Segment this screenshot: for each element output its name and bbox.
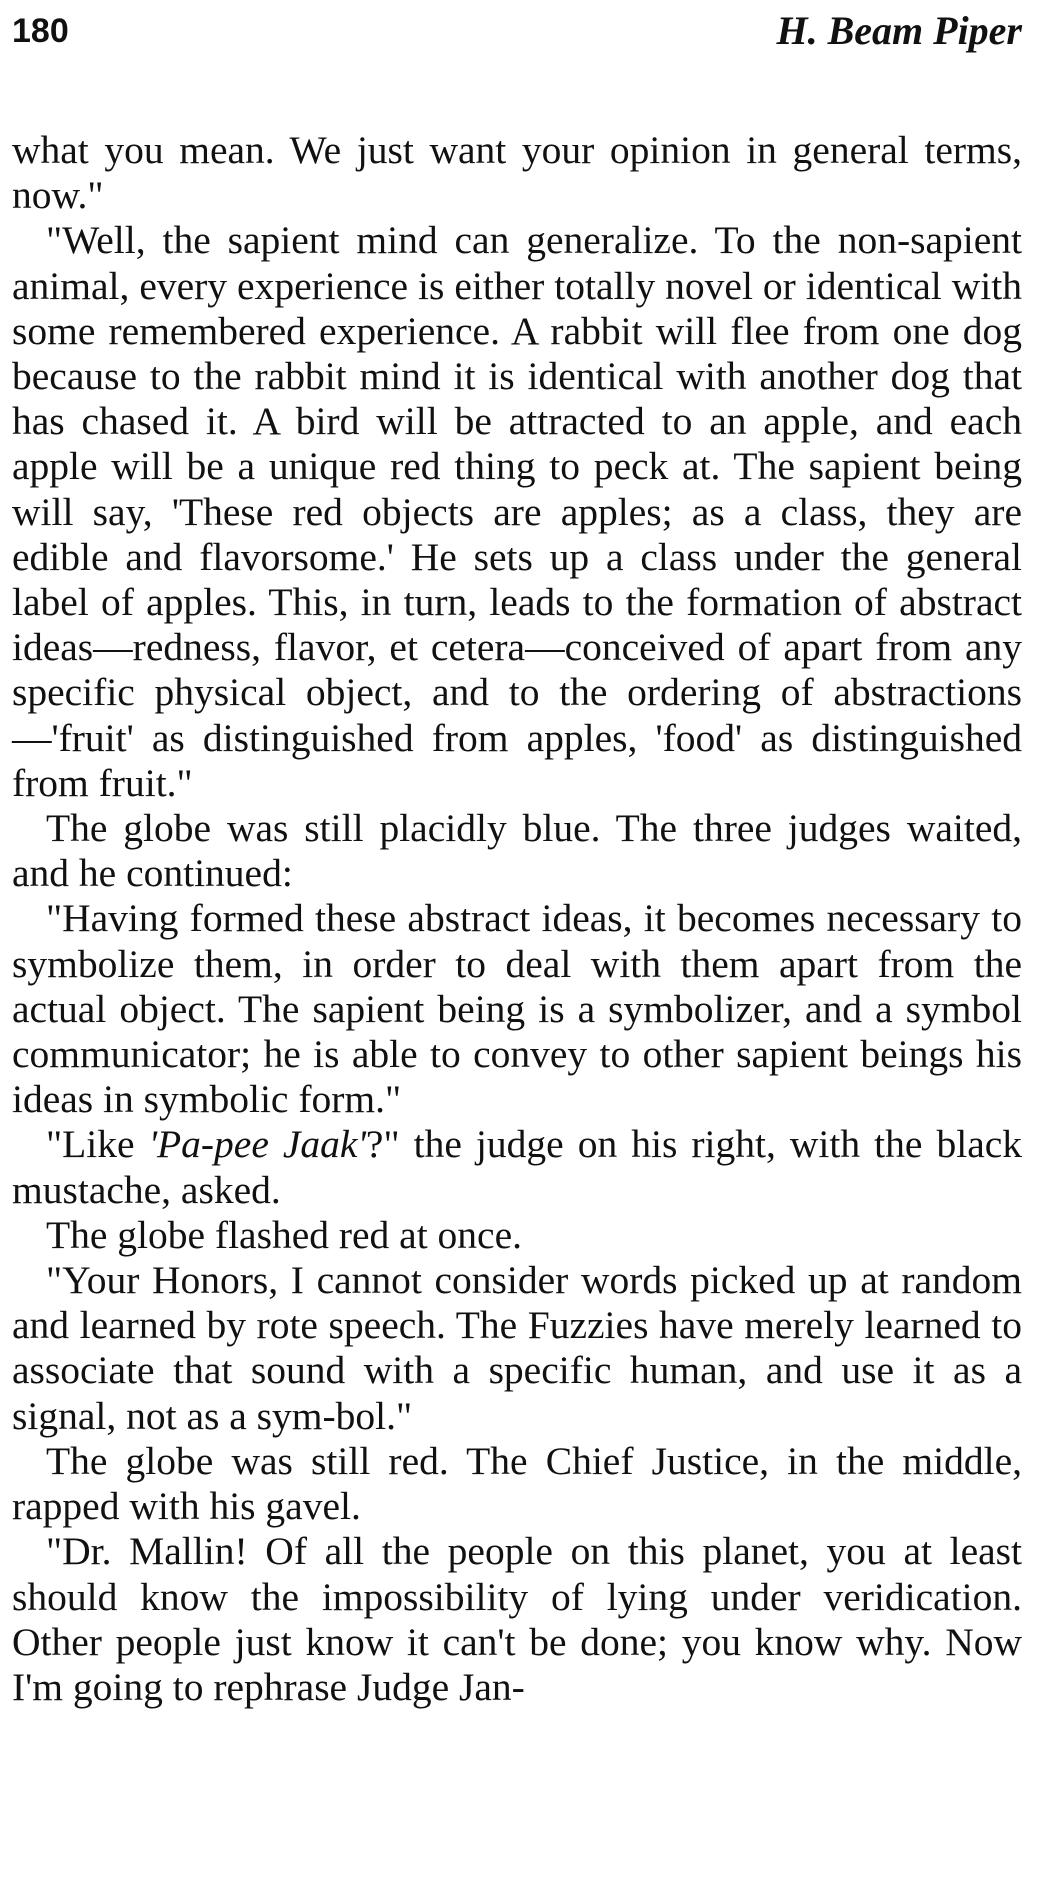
quote-open: "Like [46,1122,149,1167]
running-head: H. Beam Piper [776,8,1022,53]
paragraph: "Your Honors, I cannot consider words picked up at random and learned by rote speech. The Fuzzies have merely learned to associate that sound with a specific human, and use it as a signal, not as a sym-bol." [12,1258,1022,1438]
paragraph: what you mean. We just want your opinion in general terms, now." [12,128,1022,218]
paragraph [12,1122,1022,1212]
paragraph: "Having formed these abstract ideas, it becomes necessary to symbolize them, in order to deal with them apart from the actual object. The sapient being is a symbolizer, and a symbol communicator; he is able to convey to other sapient beings his ideas in symbolic form." [12,896,1022,1122]
body-text [12,128,1022,1710]
paragraph: The globe was still placidly blue. The three judges waited, and he continued: [12,806,1022,896]
paragraph: The globe flashed red at once. [46,1212,522,1257]
page-header [12,6,1022,56]
paragraph: The globe was still red. The Chief Justice, in the middle, rapped with his gavel. [12,1438,1022,1529]
paragraph: "Well, the sapient mind can generalize. To the non-sapient animal, every experience is either totally novel or identical with some remembered experience. A rabbit will flee from one dog because to the rabbit mind it is identical with another dog that has chased it. A bird will be attracted to an apple, and each apple will be a unique red thing to peck at. The sapient being will say, 'These red objects are apples; as a class, they are edible and flavorsome.' He sets up a class under the general label of apples. This, in turn, leads to the formation of abstract ideas—redness, flavor, et cetera—conceived of apart from any specific physical object, and to the ordering of abstractions—'fruit' as distinguished from apples, 'food' as distinguished from fruit." [12,218,1022,805]
paragraph: "Dr. Mallin! Of all the people on this planet, you at least should know the impossibility of lying under veridication. Other people just know it can't be done; you know why. Now I'm going to rephrase Judge Jan- [12,1529,1022,1709]
page-number: 180 [12,12,69,50]
italic-phrase: 'Pa-pee Jaak' [148,1122,366,1167]
quote-rest: ?" the judge on his right, with the black mustache, asked. [12,1122,1023,1212]
